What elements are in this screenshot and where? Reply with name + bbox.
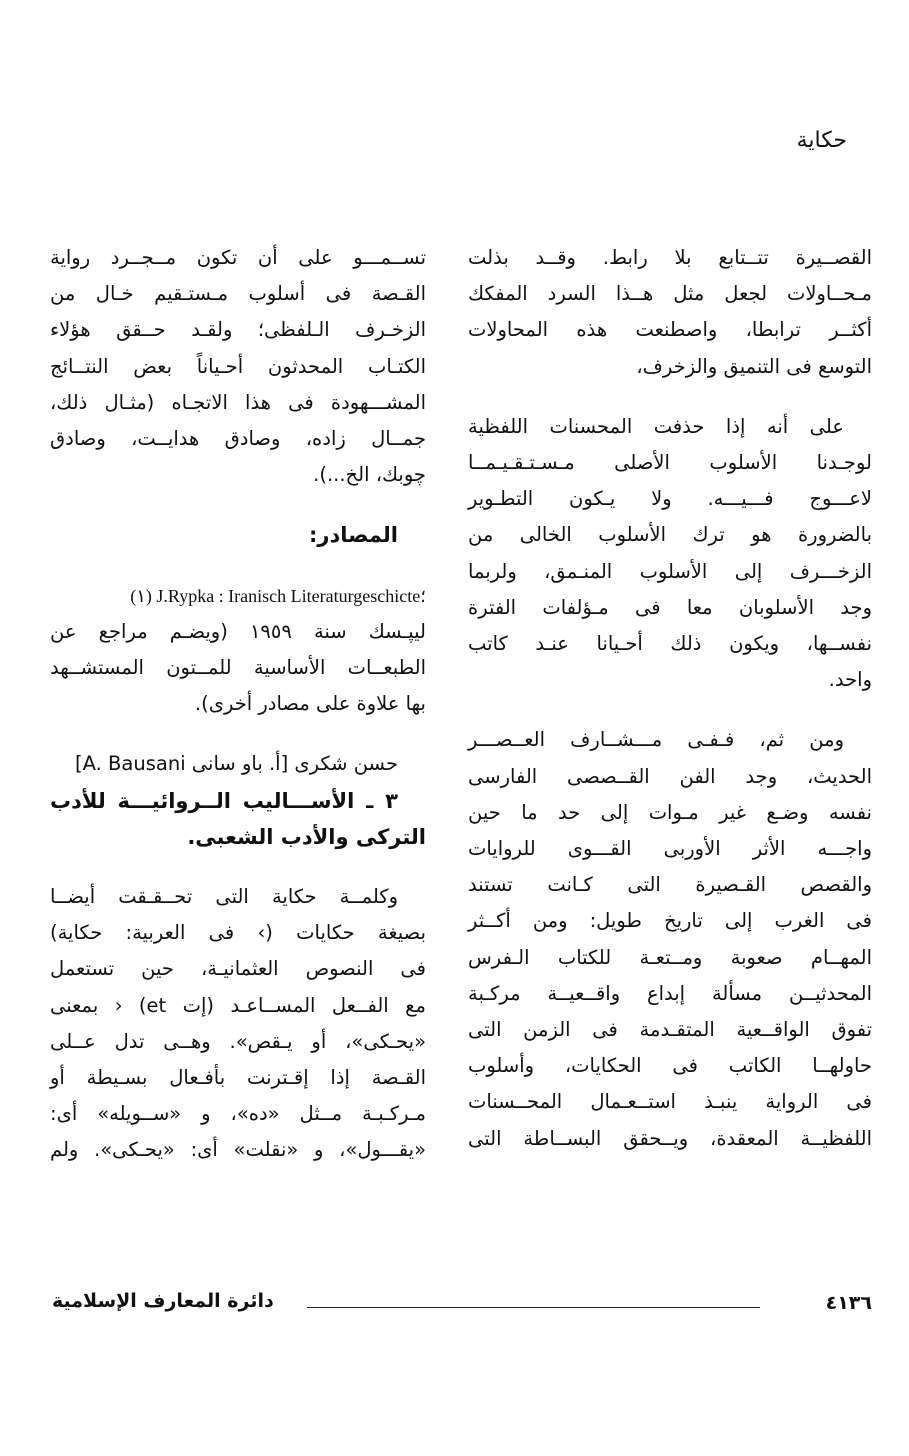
running-title: حكاية: [796, 128, 847, 153]
text-line: الزخـرف الـلفظى؛ ولقـد حــقق هؤلاء: [50, 318, 426, 342]
section-heading-line: ٣ ـ الأســـاليب الــروائيـــة للأدب: [50, 788, 398, 813]
text-line: اللفظيــة المعقدة، ويــحقق البســاطة التى: [468, 1126, 872, 1150]
footer-rule: [307, 1307, 760, 1308]
text-line: مـحــاولات لجعل مثل هــذا السرد المفكك: [468, 282, 872, 306]
text-line: لاعـــوج فـــيـــه. ولا يـكون التطـوير: [468, 487, 872, 511]
text-line: الحديث، وجد الفن القــصصى الفارسى: [468, 764, 872, 788]
text-line: لوجـدنا الأسلوب الأصلى مـسـتـقـيـمــا: [468, 451, 872, 474]
text-line: وكلمــة حكاية التى تحــقـقت أيضــا: [50, 885, 398, 908]
text-line: حسن شكرى [أ. باو سانى A. Bausani]: [75, 752, 398, 776]
text-line: القـصة إذا إقـترنت بأفـعال بسـيطة أو: [50, 1066, 426, 1089]
publication-title: دائرة المعارف الإسلامية: [52, 1290, 274, 1312]
text-line: حاولهــا الكاتب فى الحكايات، وأسلوب: [468, 1054, 872, 1078]
text-line: واحد.: [828, 668, 872, 692]
text-line: مع الفــعل المســاعـد (إت et) ‹ بمعنى: [50, 993, 426, 1017]
text-line: نفسه وضـع غير مـوات إلى حد ما حين: [468, 800, 872, 824]
section-heading-line: المصادر:: [308, 523, 398, 548]
text-line: الزخـــرف إلى الأسلوب المنـمق، ولربما: [468, 559, 872, 583]
text-line: ومن ثم، فـفـى مـــشــارف العــصـــر: [468, 728, 844, 752]
text-line: ليپـسك سنة ١٩٥٩ (ويضـم مراجع عن: [50, 619, 427, 643]
text-line: بصيغة حكايات (› فى العربية: حكاية): [50, 921, 426, 945]
text-line: جمــال زاده، وصادق هدايــت، وصادق: [50, 427, 426, 450]
text-line: التوسع فى التنميق والزخرف،: [636, 354, 872, 378]
text-line: الكتـاب المحدثون أحـياناً بعض النتــائج: [50, 354, 426, 378]
text-line: «يحـكى»، أو يـقص». وهــى تدل عــلى: [50, 1029, 426, 1053]
text-line: چوبك، الخ...).: [313, 463, 426, 487]
text-line: بها علاوة على مصادر أخرى).: [194, 692, 426, 716]
text-line: المهــام صعوبة ومــتعـة للكتاب الـفرس: [468, 945, 872, 969]
text-line: تســمـــو على أن تكون مــجــرد رواية: [50, 246, 426, 269]
text-line: تفوق الواقــعية المتقـدمة فى الزمن التى: [468, 1018, 872, 1041]
text-line: على أنه إذا حذفت المحسنات اللفظية: [468, 414, 844, 438]
text-line: والقصص القـصيرة التى كـانت تستند: [468, 873, 872, 897]
page-footer: [52, 1290, 872, 1320]
text-line: المشـــهودة فى هذا الاتجـاه (مثـال ذلك،: [50, 390, 426, 414]
text-line: وجد الأسلوبان معا فى مـؤلفات الفترة: [468, 595, 872, 619]
text-line: فى النصوص العثمانيـة، حين تستعمل: [50, 957, 426, 981]
text-line: بالضرورة هو ترك الأسلوب الخالى من: [468, 523, 872, 547]
text-line: نفســها، ويكون ذلك أحـيانا عنـد كاتب: [468, 632, 872, 655]
text-line: فى الغرب إلى تاريخ طويل: ومن أكــثر: [468, 909, 872, 933]
text-line: المحدثيــن مسألة إبداع واقــعيــة مركـبة: [468, 981, 872, 1005]
text-line: القصــيرة تتــتابع بلا رابط. وقــد بذلت: [468, 246, 872, 269]
text-line: القـصة فى أسلوب مـستـقيم خـال من: [50, 282, 426, 306]
text-line: «يقـــول»، و «نقلت» أى: «يحـكى». ولم: [50, 1138, 426, 1162]
text-line: أكثــر ترابطا، واصطنعت هذه المحاولات: [468, 318, 872, 342]
section-heading-line: التركى والأدب الشعبى.: [187, 824, 426, 849]
page-number: ٤١٣٦: [825, 1292, 872, 1314]
text-line: (١) J.Rypka : Iranisch Literaturgeschicte؛: [130, 585, 426, 606]
text-line: فى الرواية ينبـذ استــعـمال المحــسنات: [468, 1090, 872, 1114]
text-line: الطبعــات الأساسية للمــتون المستشــهد: [50, 656, 426, 679]
text-line: مـركـبـة مــثل «ده»، و «ســويله» أى:: [50, 1102, 426, 1126]
text-line: واجـــه الأثر الأوربى القـــوى للروايات: [468, 837, 872, 860]
